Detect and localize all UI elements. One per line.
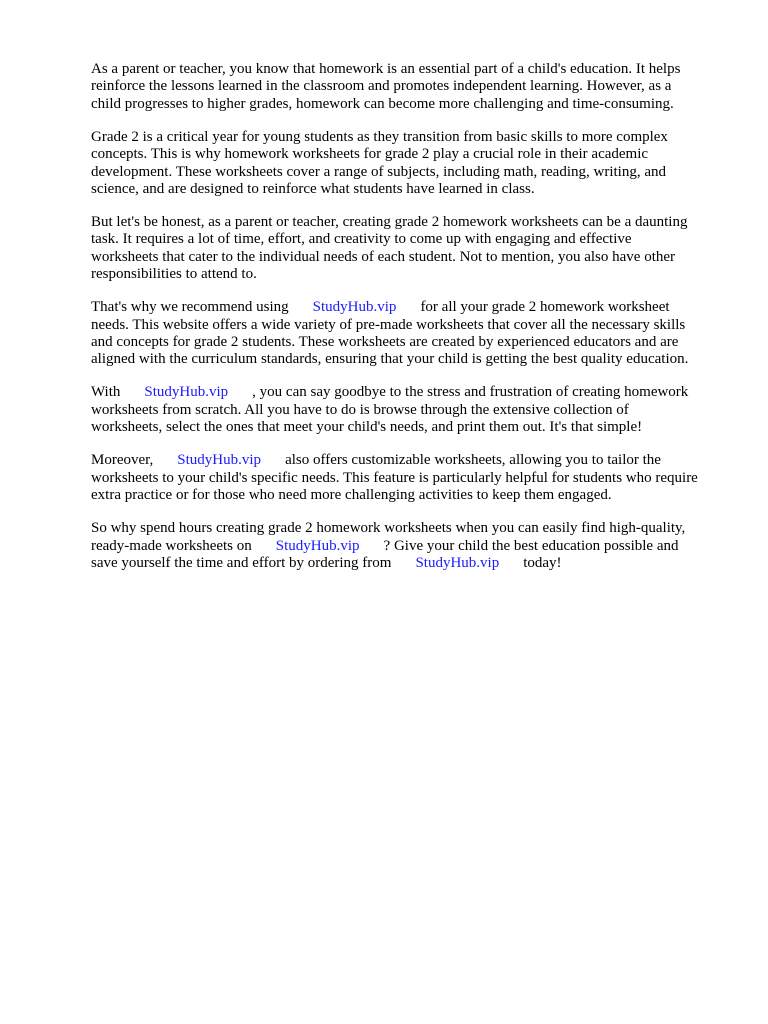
text-line: worksheets from scratch. All you have to do is browse through the extensive collection of	[91, 401, 629, 418]
text-segment: With	[91, 384, 121, 401]
text-line	[91, 299, 731, 316]
text-line: science, and are designed to reinforce what students have learned in class.	[91, 181, 535, 198]
text-segment: , you can say goodbye to the stress and frustration of creating homework	[252, 384, 689, 401]
text-line: worksheets, select the ones that meet your child's needs, and print them out. It's that simple!	[91, 419, 643, 436]
text-segment: also offers customizable worksheets, allowing you to tailor the	[285, 452, 661, 469]
studyhub-link[interactable]: StudyHub.vip	[275, 537, 360, 554]
text-segment: today!	[523, 554, 562, 571]
text-line	[91, 452, 731, 469]
paragraph-with-studyhub	[91, 384, 731, 436]
paragraph-grade-2	[91, 129, 731, 199]
paragraph-intro	[91, 61, 731, 113]
text-line: child progresses to higher grades, homework can become more challenging and time-consuming.	[91, 95, 674, 112]
text-segment: ready-made worksheets on	[91, 537, 252, 554]
paragraph-recommend	[91, 299, 731, 369]
studyhub-link[interactable]: StudyHub.vip	[312, 299, 397, 316]
text-segment: Moreover,	[91, 452, 154, 469]
text-line: task. It requires a lot of time, effort, and creativity to come up with engaging and effective	[91, 231, 632, 248]
text-line: development. These worksheets cover a range of subjects, including math, reading, writing, and	[91, 163, 666, 180]
studyhub-link[interactable]: StudyHub.vip	[144, 384, 229, 401]
paragraph-moreover	[91, 452, 731, 504]
text-line: and concepts for grade 2 students. These worksheets are created by experienced educators and are	[91, 334, 679, 351]
text-line: As a parent or teacher, you know that homework is an essential part of a child's education. It helps	[91, 61, 681, 77]
text-line	[91, 555, 731, 572]
studyhub-link[interactable]: StudyHub.vip	[415, 554, 500, 571]
text-line: Grade 2 is a critical year for young students as they transition from basic skills to more complex	[91, 128, 668, 145]
text-segment: for all your grade 2 homework worksheet	[420, 299, 670, 316]
text-line	[91, 538, 731, 555]
document-page	[91, 61, 731, 588]
text-segment: ? Give your child the best education possible and	[383, 537, 679, 554]
text-line: worksheets that cater to the individual needs of each student. Not to mention, you also have other	[91, 248, 676, 265]
text-segment: save yourself the time and effort by ordering from	[91, 554, 392, 571]
text-line: So why spend hours creating grade 2 homework worksheets when you can easily find high-quality,	[91, 520, 686, 537]
text-line: responsibilities to attend to.	[91, 266, 257, 283]
paragraph-honest	[91, 214, 731, 284]
studyhub-link[interactable]: StudyHub.vip	[177, 452, 262, 469]
text-line: worksheets to your child's specific needs. This feature is particularly helpful for students who require	[91, 469, 698, 486]
text-segment: That's why we recommend using	[91, 299, 289, 316]
text-line: reinforce the lessons learned in the classroom and promotes independent learning. However, as a	[91, 78, 672, 95]
text-line	[91, 384, 731, 401]
text-line: needs. This website offers a wide variety of pre-made worksheets that cover all the necessary skills	[91, 316, 686, 333]
text-line: extra practice or for those who need more challenging activities to keep them engaged.	[91, 487, 612, 504]
text-line: aligned with the curriculum standards, ensuring that your child is getting the best quality education.	[91, 351, 689, 368]
text-line: But let's be honest, as a parent or teacher, creating grade 2 homework worksheets can be a daunting	[91, 214, 688, 231]
text-line: concepts. This is why homework worksheets for grade 2 play a crucial role in their academic	[91, 146, 649, 163]
paragraph-conclusion	[91, 520, 731, 572]
